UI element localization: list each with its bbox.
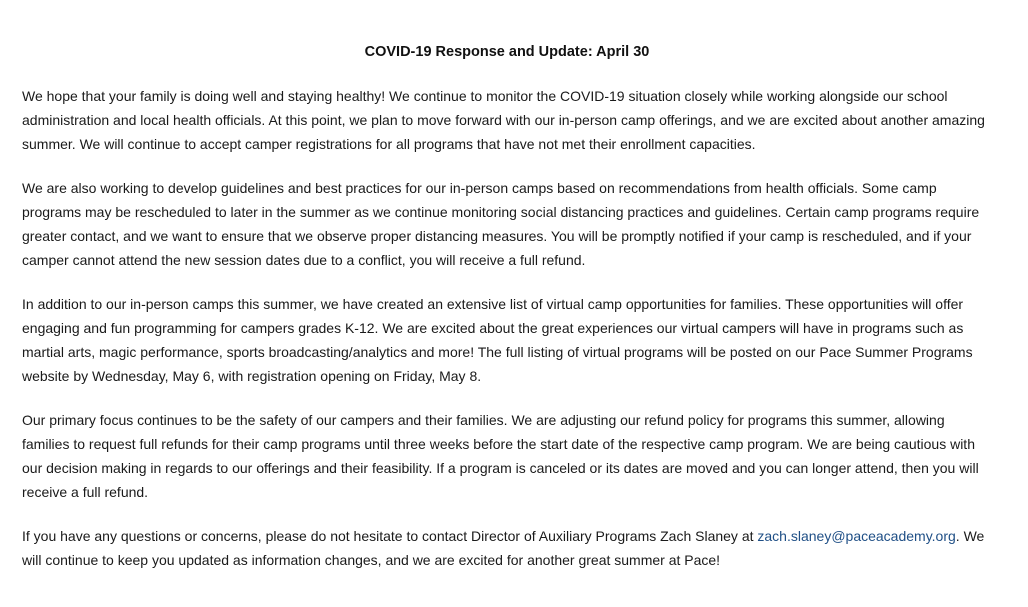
- page-title: COVID-19 Response and Update: April 30: [364, 44, 650, 60]
- contact-text-before: If you have any questions or concerns, please do not hesitate to contact Director of Auxiliary Programs Zach Slaney at: [22, 528, 758, 544]
- paragraph-refund-policy: Our primary focus continues to be the safety of our campers and their families. We are adjusting our refund policy for programs this summer, allowing families to request full refunds for their camp programs until three weeks before the start date of the respective camp program. We are being cautious with our decision making in regards to our offerings and their feasibility. If a program is canceled or its dates are moved and you can longer attend, then you will receive a full refund.: [22, 412, 979, 500]
- paragraph-intro: We hope that your family is doing well and staying healthy! We continue to monitor the COVID-19 situation closely while working alongside our school administration and local health officials. At this point, we plan to move forward with our in-person camp offerings, and we are excited about another amazing summer. We will continue to accept camper registrations for all programs that have not met their enrollment capacities.: [22, 88, 985, 152]
- contact-email-link[interactable]: zach.slaney@paceacademy.org: [757, 528, 956, 544]
- paragraph-virtual-camps: In addition to our in-person camps this summer, we have created an extensive list of virtual camp opportunities for families. These opportunities will offer engaging and fun programming for campers grades K-12. We are excited about the great experiences our virtual campers will have in programs such as martial arts, magic performance, sports broadcasting/analytics and more! The full listing of virtual programs will be posted on our Pace Summer Programs website by Wednesday, May 6, with registration opening on Friday, May 8.: [22, 296, 973, 384]
- contact-text-after: . We will continue to keep you updated as information changes, and we are excited for another great summer at Pace!: [22, 528, 985, 568]
- paragraph-guidelines: We are also working to develop guidelines and best practices for our in-person camps based on recommendations from health officials. Some camp programs may be rescheduled to later in the summer as we continue monitoring social distancing practices and guidelines. Certain camp programs require greater contact, and we want to ensure that we observe proper distancing measures. You will be promptly notified if your camp is rescheduled, and if your camper cannot attend the new session dates due to a conflict, you will receive a full refund.: [22, 180, 980, 268]
- paragraph-contact: [22, 524, 992, 572]
